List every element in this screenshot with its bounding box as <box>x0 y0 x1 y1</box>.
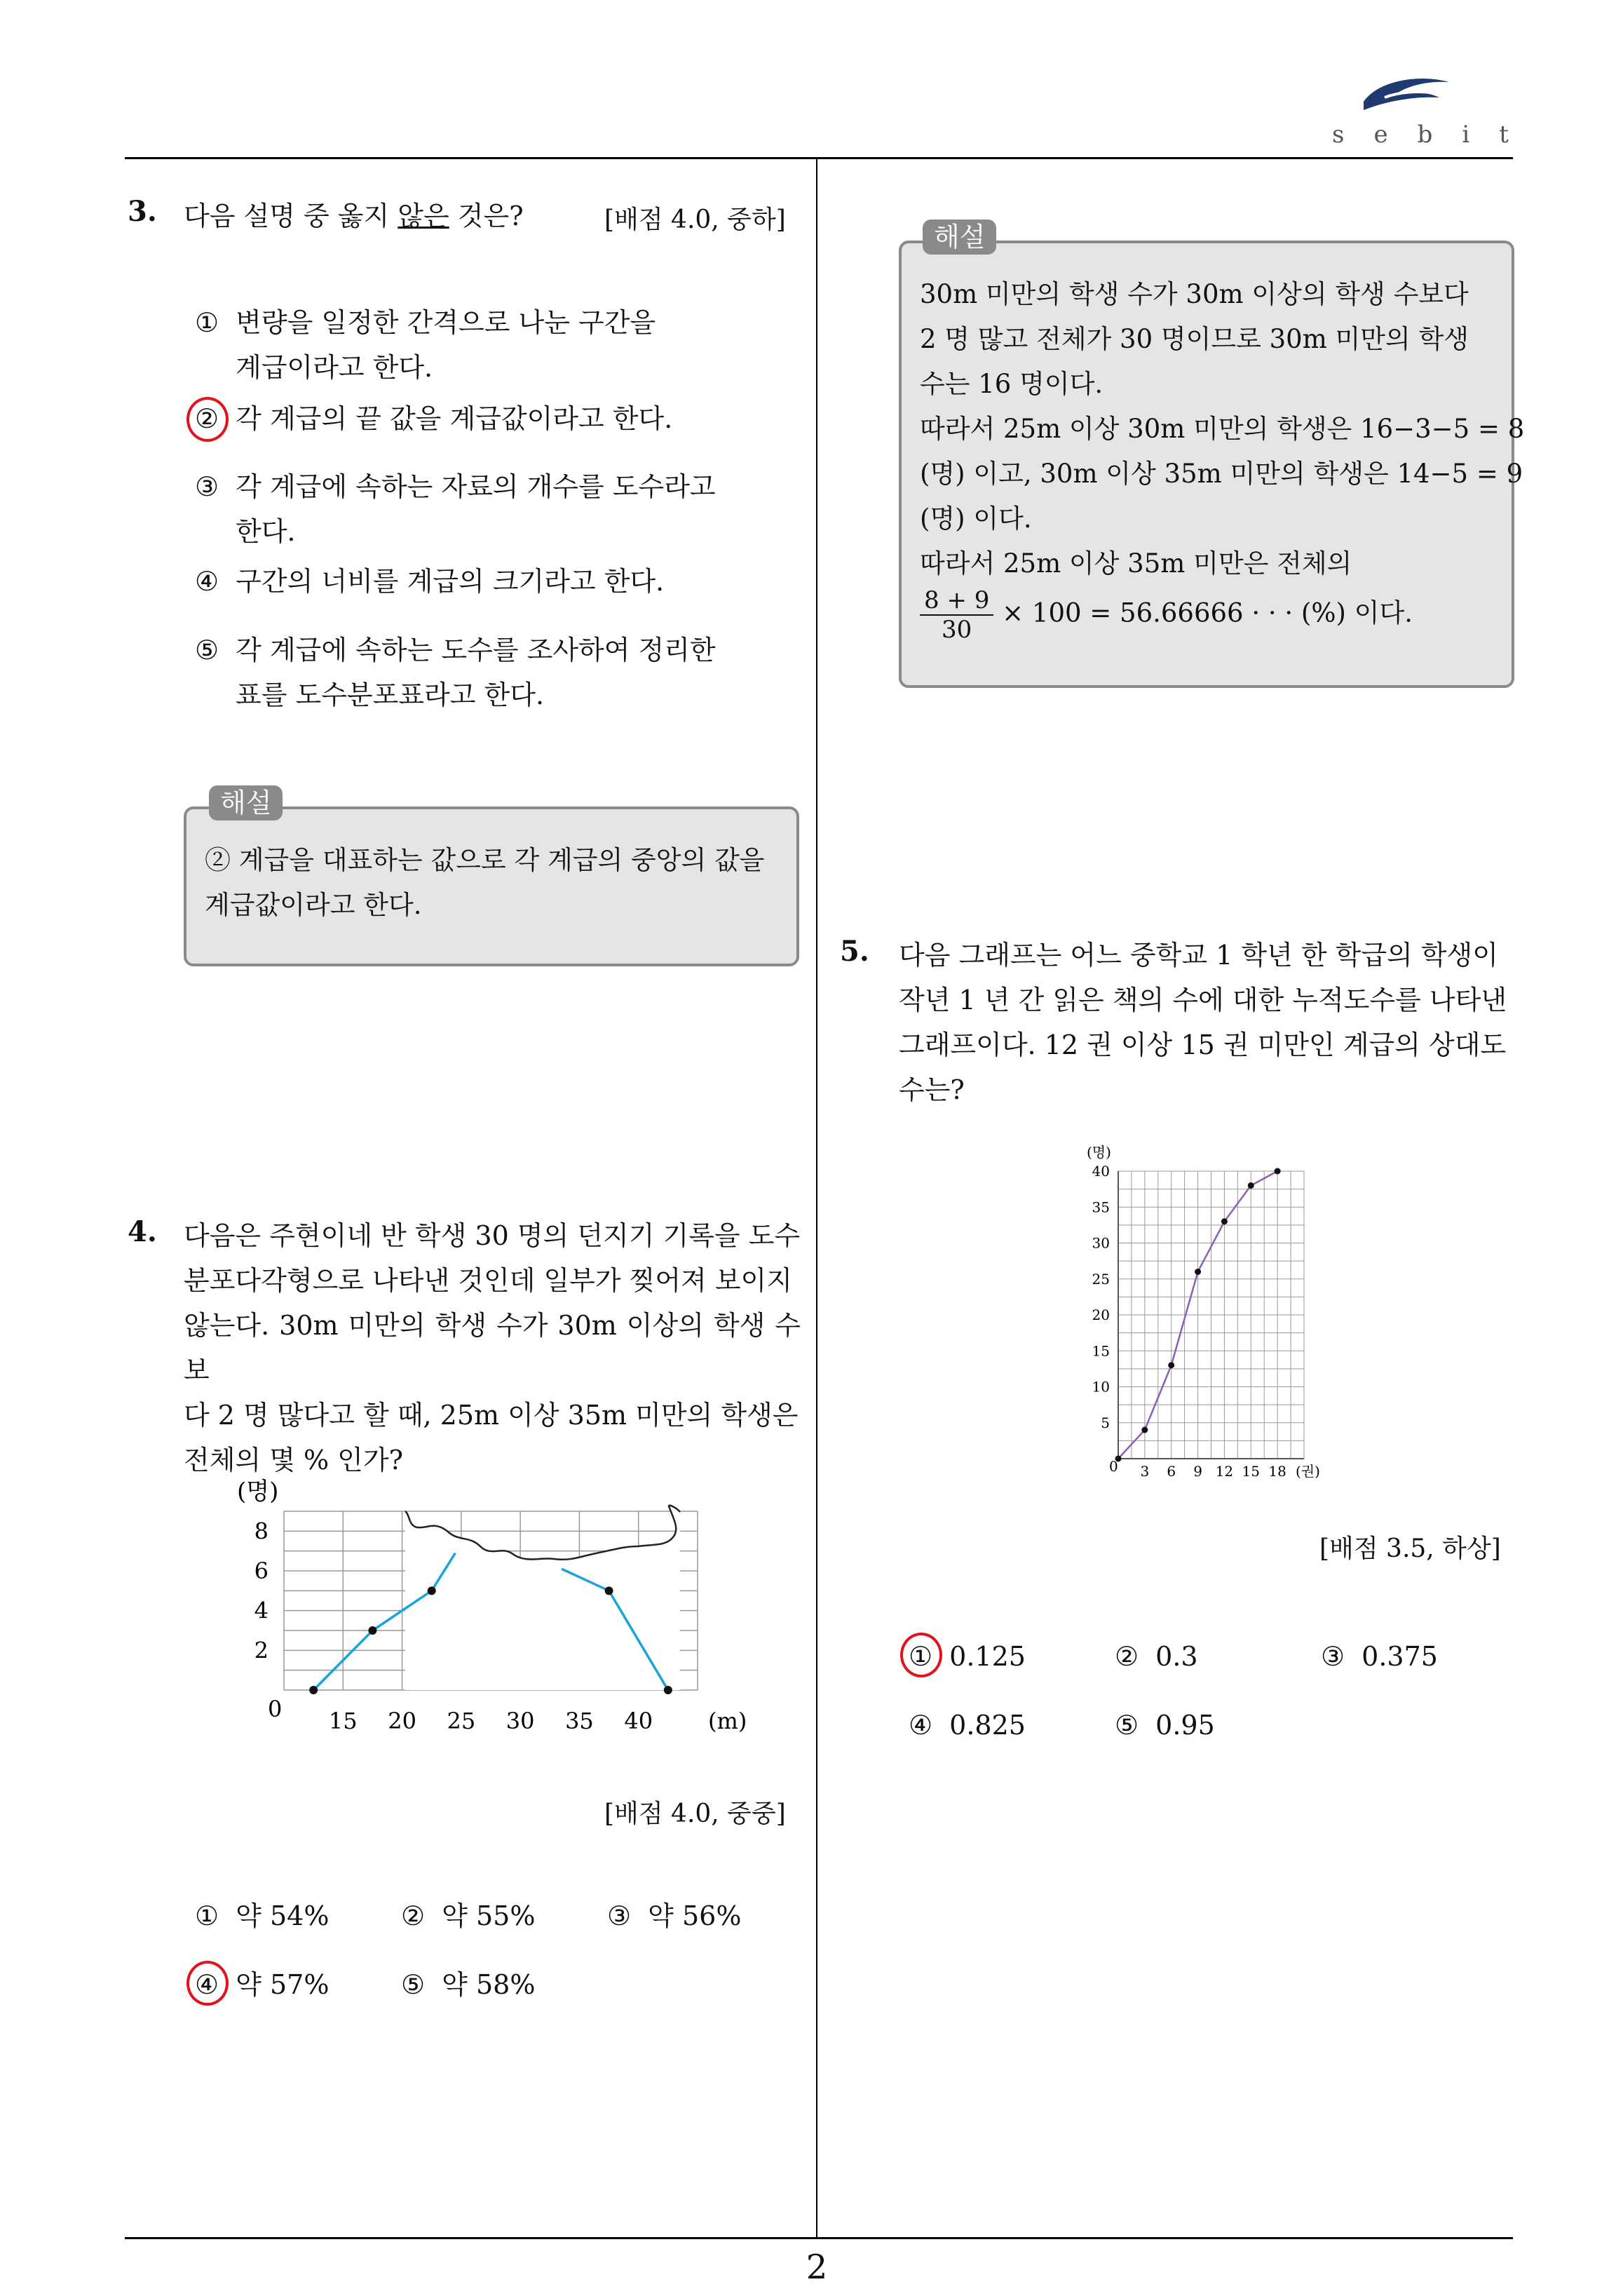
question-line: 분포다각형으로 나타낸 것인데 일부가 찢어져 보이지 <box>184 1265 792 1296</box>
data-point <box>1168 1362 1174 1368</box>
option-mark: ⑤ <box>195 635 219 666</box>
q3-option-1[interactable] <box>195 300 656 390</box>
option-text: 각 계급에 속하는 도수를 조사하여 정리한 <box>236 635 716 666</box>
option-mark: ③ <box>607 1900 632 1931</box>
option-text: 약 54% <box>236 1900 330 1931</box>
q4-number: 4. <box>128 1215 157 1248</box>
q3-score: [배점 4.0, 중하] <box>604 205 786 234</box>
y-tick-label: 4 <box>254 1597 269 1624</box>
q3-option-5[interactable] <box>195 628 716 717</box>
q5-number: 5. <box>840 935 869 968</box>
option-mark: ④ <box>195 566 219 597</box>
q4-frequency-polygon-chart <box>224 1459 771 1739</box>
question-line: 그래프이다. 12 권 이상 15 권 미만인 계급의 상대도 <box>899 1029 1507 1060</box>
option-text: 0.3 <box>1155 1641 1198 1672</box>
y-tick-label: 6 <box>254 1558 269 1584</box>
x-tick-label: 15 <box>328 1708 358 1734</box>
explanation-formula <box>920 586 1524 644</box>
answer-circle-q5 <box>900 1633 942 1677</box>
option-mark: ④ <box>909 1710 933 1741</box>
option-mark: ② <box>195 403 219 434</box>
x-tick-label: 25 <box>447 1708 476 1734</box>
fraction-denominator: 30 <box>942 616 972 644</box>
option-mark: ① <box>195 1900 219 1931</box>
option-text: 약 57% <box>236 1969 330 2000</box>
x-tick-label: 40 <box>624 1708 653 1734</box>
explanation-line: 2 명 많고 전체가 30 명이므로 30m 미만의 학생 <box>920 324 1469 354</box>
question-line: 다음은 주현이네 반 학생 30 명의 던지기 기록을 도수 <box>184 1220 801 1251</box>
q4-score: [배점 4.0, 중중] <box>604 1799 786 1828</box>
y-axis-label: (명) <box>237 1478 279 1506</box>
option-text: 0.125 <box>949 1641 1026 1672</box>
explanation-line: ② 계급을 대표하는 값으로 각 계급의 중앙의 값을 <box>205 845 765 875</box>
q5-option-3[interactable] <box>1321 1634 1438 1679</box>
header <box>0 0 1623 161</box>
formula-tail: × 100 = 56.66666 · · · (%) 이다. <box>1002 597 1413 628</box>
explanation-line: 따라서 25m 이상 30m 미만의 학생은 16−3−5 = 8 <box>920 414 1525 444</box>
q4-option-3[interactable] <box>607 1893 741 1938</box>
explanation-line: 따라서 25m 이상 35m 미만은 전체의 <box>920 548 1352 579</box>
q3-question-post: 것은? <box>449 201 524 231</box>
data-point <box>368 1626 376 1635</box>
option-mark: ② <box>1115 1641 1139 1672</box>
option-mark: ① <box>909 1641 933 1672</box>
question-line: 않는다. 30m 미만의 학생 수가 30m 이상의 학생 수보 <box>184 1310 801 1386</box>
data-point <box>664 1686 672 1694</box>
option-text: 각 계급에 속하는 자료의 개수를 도수라고 <box>236 471 716 502</box>
origin-label: 0 <box>1109 1458 1118 1475</box>
x-tick-label: 9 <box>1193 1463 1202 1480</box>
x-tick-label: 6 <box>1167 1463 1176 1480</box>
answer-circle-q3 <box>186 397 229 442</box>
data-point <box>605 1586 613 1595</box>
y-tick-label: 10 <box>1092 1378 1110 1396</box>
x-tick-label: 35 <box>565 1708 594 1734</box>
q5-cumulative-frequency-chart <box>1073 1136 1353 1487</box>
question-line: 다 2 명 많다고 할 때, 25m 이상 35m 미만의 학생은 <box>184 1400 799 1431</box>
question-line: 전체의 몇 % 인가? <box>184 1445 403 1475</box>
option-mark: ③ <box>195 471 219 502</box>
q3-explanation-text <box>205 838 764 928</box>
option-text: 변량을 일정한 간격으로 나눈 구간을 <box>236 307 656 338</box>
y-tick-label: 25 <box>1092 1270 1110 1288</box>
data-point <box>1195 1269 1201 1275</box>
option-text: 계급이라고 한다. <box>236 352 433 383</box>
y-tick-label: 8 <box>254 1518 269 1545</box>
option-text: 0.95 <box>1155 1710 1215 1741</box>
explanation-line: (명) 이다. <box>920 504 1032 534</box>
data-point <box>309 1686 318 1694</box>
option-mark: ⑤ <box>1115 1710 1139 1741</box>
option-mark: ③ <box>1321 1641 1345 1672</box>
option-text: 한다. <box>236 516 296 547</box>
q3-option-4[interactable] <box>195 559 664 604</box>
option-mark: ⑤ <box>401 1969 426 2000</box>
column-divider <box>816 158 817 2238</box>
q4-question <box>184 1213 801 1483</box>
y-axis-label: (명) <box>1087 1144 1111 1161</box>
q4-option-2[interactable] <box>401 1893 535 1938</box>
data-point <box>1221 1218 1228 1224</box>
data-point <box>1141 1427 1148 1433</box>
y-tick-label: 40 <box>1092 1163 1110 1180</box>
x-axis-label: (권) <box>1296 1463 1320 1480</box>
question-line: 다음 그래프는 어느 중학교 1 학년 한 학급의 학생이 <box>899 940 1498 971</box>
explanation-line: 30m 미만의 학생 수가 30m 이상의 학생 수보다 <box>920 279 1469 309</box>
option-text: 0.375 <box>1361 1641 1438 1672</box>
option-mark: ④ <box>195 1969 219 2000</box>
y-tick-label: 15 <box>1092 1342 1110 1360</box>
x-tick-label: 20 <box>388 1708 416 1734</box>
fraction-numerator: 8 + 9 <box>920 586 993 616</box>
data-point <box>1275 1168 1281 1175</box>
q3-number: 3. <box>128 195 157 228</box>
answer-circle-q4 <box>186 1961 229 2006</box>
sebit-logo-icon <box>1357 67 1455 116</box>
x-tick-label: 15 <box>1242 1463 1261 1480</box>
y-tick-label: 35 <box>1092 1198 1110 1216</box>
option-text: 각 계급의 끝 값을 계급값이라고 한다. <box>236 403 673 434</box>
q5-option-4[interactable] <box>909 1703 1026 1748</box>
explanation-line: 수는 16 명이다. <box>920 369 1103 399</box>
q3-option-2[interactable] <box>195 396 672 441</box>
q5-option-5[interactable] <box>1115 1703 1215 1748</box>
q3-explanation-label: 해설 <box>209 785 283 821</box>
q4-option-5[interactable] <box>401 1962 535 2007</box>
y-tick-label: 20 <box>1092 1306 1110 1323</box>
data-point <box>428 1586 436 1595</box>
option-text: 약 56% <box>648 1900 742 1931</box>
option-text: 0.825 <box>949 1710 1026 1741</box>
q3-question-pre: 다음 설명 중 옳지 <box>184 201 398 231</box>
question-line: 수는? <box>899 1074 965 1105</box>
option-text: 표를 도수분포표라고 한다. <box>236 680 545 710</box>
option-mark: ② <box>401 1900 426 1931</box>
explanation-line: (명) 이고, 30m 이상 35m 미만의 학생은 14−5 = 9 <box>920 459 1523 489</box>
option-text: 약 58% <box>442 1969 536 2000</box>
x-tick-label: 3 <box>1140 1463 1150 1480</box>
data-point <box>1248 1182 1254 1189</box>
fraction <box>920 586 993 644</box>
header-rule <box>125 157 1513 159</box>
y-tick-label: 30 <box>1092 1234 1110 1252</box>
q4-option-1[interactable] <box>195 1893 329 1938</box>
q5-question <box>899 933 1516 1112</box>
footer-rule <box>125 2237 1513 2239</box>
logo-text: sebit <box>1332 121 1538 149</box>
q5-score: [배점 3.5, 하상] <box>1319 1534 1501 1563</box>
q3-question-underlined: 않은 <box>398 201 449 231</box>
x-tick-label: 30 <box>505 1708 535 1734</box>
q4-explanation-text <box>920 272 1524 644</box>
q3-option-3[interactable] <box>195 464 716 554</box>
option-text: 약 55% <box>442 1900 536 1931</box>
page-number: 2 <box>806 2248 828 2287</box>
origin-label: 0 <box>268 1696 283 1722</box>
question-line: 작년 1 년 간 읽은 책의 수에 대한 누적도수를 나타낸 <box>899 985 1507 1015</box>
x-tick-label: 18 <box>1268 1463 1286 1480</box>
q5-option-2[interactable] <box>1115 1634 1198 1679</box>
q4-explanation-label: 해설 <box>923 220 996 255</box>
x-axis-label: (m) <box>708 1708 747 1734</box>
y-tick-label: 5 <box>1101 1414 1110 1431</box>
explanation-line: 계급값이라고 한다. <box>205 890 422 920</box>
option-mark: ① <box>195 307 219 338</box>
x-tick-label: 12 <box>1215 1463 1234 1480</box>
q3-question <box>184 194 524 238</box>
y-tick-label: 2 <box>254 1637 269 1664</box>
option-text: 구간의 너비를 계급의 크기라고 한다. <box>236 566 665 597</box>
